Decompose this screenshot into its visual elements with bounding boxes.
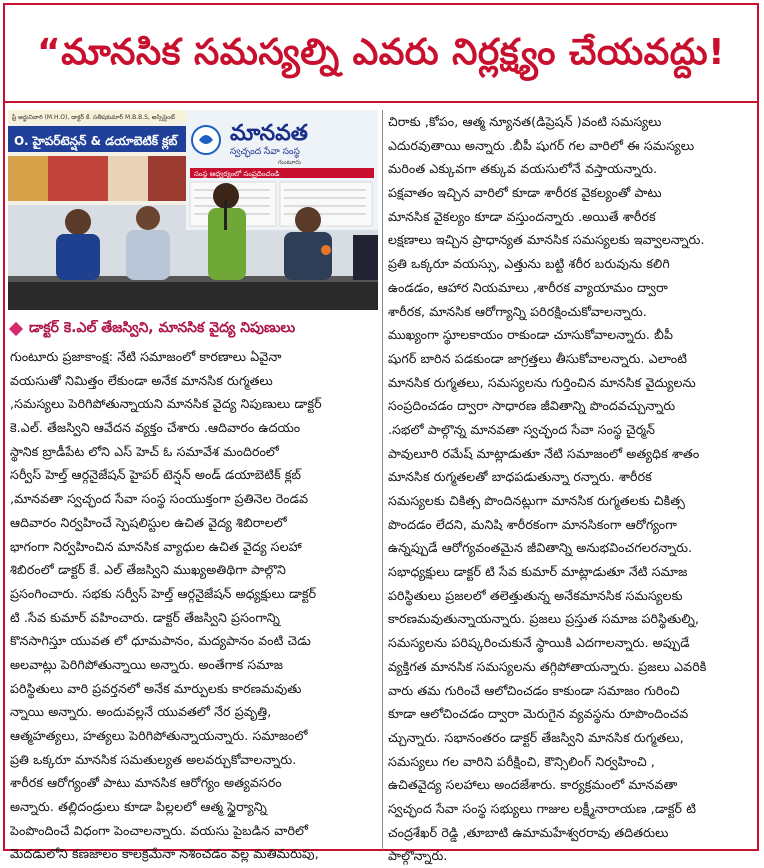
article-line: భాగంగా నిర్వహించిన మానసిక వ్యాధుల ఉచిత వైద్య సలహా [10, 538, 302, 554]
article-line: ఉచితవైద్య సలహాలు అందజేశారు. కార్యక్రమంలో మానవతా [388, 777, 678, 793]
article-line: మానసిక వైకల్యం కూడా వస్తుందన్నారు .అయితే శారీరక [388, 208, 656, 224]
banner-right-title: మానవత [230, 121, 308, 146]
article-line: వ్యక్తిగత మానసిక సమస్యలను తగ్గిపోతాయన్నారు. ప్రజలు ఎవరికి [388, 658, 707, 674]
banner-right-subtitle: స్వచ్ఛంద సేవా సంస్థ [230, 147, 300, 157]
article-line: లక్షణాలు ఇచ్చిన ప్రాధాన్యత మానసిక సమస్యలకు ఇవ్వాలన్నారు. [388, 232, 705, 248]
article-line: శారీరక, మానసిక ఆరోగ్యాన్ని పరిరక్షించుకోవాలన్నారు. [388, 303, 647, 319]
headline-text: “మానసిక సమస్యల్ని ఎవరు నిర్లక్ష్యం చేయవద్దు! [36, 32, 726, 73]
article-line: .సభలో పాల్గొన్న మానవతా స్వచ్ఛంద సేవా సంస్థ చైర్మన్ [388, 421, 656, 437]
article-line: మెదడులోని కణజాలం కాలక్రమేనా నశించడం వల్ల మతిమరుపు, [10, 846, 319, 862]
article-line: ఉన్నప్పుడే ఆరోగ్యవంతమైన జీవితాన్ని అనుభవించగలరన్నారు. [388, 540, 693, 556]
article-line: పావులూరి రమేష్ మాట్లాడుతూ నేటి సమాజంలో అత్యధిక శాతం [388, 445, 700, 461]
article-line: స్థానిక బ్రాడీపేట లోని ఎస్ హెచ్ ఓ సమావేశ మందిరంలో [10, 443, 279, 459]
article-line: షుగర్ బారిన పడకుండా జాగ్రత్తలు తీసుకోవాలన్నారు. ఎలాంటి [388, 350, 688, 366]
article-line: చంద్రశేఖర్ రెడ్డి ,తూబాటి ఉమామహేశ్వరరావు తదితరులు [388, 824, 669, 840]
article-line: మరింత ఎక్కువగా తక్కువ వయసులోనే వస్తాయన్నారు. [388, 161, 658, 177]
article-line: సమస్యలు గల వారిని పరీక్షించి, కౌన్సిలింగ్ నిర్వహించి , [388, 753, 655, 769]
article-line: వారు తమ గురించే ఆలోచించడం కాకుండా సమాజం గురించి [388, 682, 680, 698]
article-line: ,మానవతా స్వచ్ఛంద సేవా సంస్థ సంయుక్తంగా ప్రతినెల రెండవ [10, 491, 309, 507]
article-line: వయసుతో నిమిత్తం లేకుండా అనేక మానసిక రుగ్మతలు [10, 372, 273, 388]
article-line: న్నాయి అన్నారు. అందువల్లనే యువతలో నేర ప్రవృత్తి, [10, 704, 272, 720]
caption-text: డాక్టర్ కె.ఎల్ తేజస్విని, మానసిక వైద్య నిపుణులు [29, 319, 296, 336]
article-line: మానసిక రుగ్మతలతో బాధపడుతున్నా రన్నారు. శారీరక [388, 469, 652, 485]
article-line: ఆత్మహత్యలు, హత్యలు పెరిగిపోతున్నాయన్నారు. సమాజంలో [10, 728, 308, 743]
banner-right-line: సంస్థ ఆధ్వర్యంలో సంప్రదించండి [194, 170, 280, 178]
article-line: సంప్రదించడం ద్వారా సాధారణ జీవితాన్ని పొందవచ్చున్నారు [388, 398, 676, 414]
article-line: శిబిరంలో డాక్టర్ కే. ఎల్ తేజస్విని ముఖ్యఅతిథిగా పాల్గొని [10, 562, 286, 578]
article-line: సమస్యలను పరిష్కరించుకునే స్థాయికి ఎదగాలన్నారు. అప్పుడే [388, 635, 690, 651]
article-line: కూడా ఆలోచించడం ద్వారా మెరుగైన వ్యవస్థను రూపొందించవ [388, 706, 689, 722]
article-line: ప్రతి ఒక్కరూ మానసిక సమతుల్యత అలవర్చుకోవాలన్నారు. [10, 751, 297, 767]
article-line: పరిస్థితులు ప్రజలలో తలెత్తుతున్న అనేకమానసిక సమస్యలకు [388, 587, 683, 603]
photo-caption [8, 318, 380, 340]
article-line: కొనసాగిస్తూ యువత లో ధూమపానం, మద్యపానం వంటి చెడు [10, 633, 311, 649]
article-line: సర్వీస్ హెల్త్ ఆర్గనైజేషన్ హైపర్ టెన్షన్ అండ్ డయాబెటిక్ క్లబ్ [10, 467, 302, 483]
article-line: పక్షవాతం ఇచ్చిన వారిలో కూడా శారీరక వైకల్యంతో పాటు [388, 185, 662, 201]
headline [5, 5, 757, 103]
article-line: ప్రతి ఒక్కరూ వయస్సు, ఎత్తును బట్టి శరీర బరువును కలిగి [388, 256, 670, 272]
article-line: పరిస్థితులు వారి ప్రవర్తనలో అనేక మార్పులకు కారణమవుతు [10, 680, 302, 696]
article-line: చిరాకు ,కోపం, ఆత్మ న్యూనత(డిప్రెషన్ )వంటి సమస్యలు [388, 114, 662, 129]
flower-bullet-icon [9, 322, 23, 336]
article-line: అలవాట్లు పెరిగిపోతున్నాయి అన్నారు. అంతేగాక సమాజ [10, 656, 284, 672]
article-line: స్వచ్ఛంద సేవా సంస్థ సభ్యులు గాజుల లక్ష్మీనారాయణ ,డాక్టర్ టి [388, 800, 697, 816]
banner-left-line1: ఫ్రీ అర్జునివారి (M.H.O), డాక్టర్ కే. సతీషకుమార్ M.B.B.S, అస్సిస్టెంట్ [12, 114, 175, 121]
article-line: కె.ఎల్. తేజస్విని ఆవేదన వ్యక్తం చేశారు .ఆదివారం ఉదయం [10, 420, 301, 436]
article-line: ఎదురవుతాయి అన్నారు .బీపీ షుగర్ గల వారిలో ఈ సమస్యలు [388, 137, 695, 153]
article-line: గుంటూరు ప్రజాకాంక్ష: నేటి సమాజంలో కారణాలు ఏవైనా [10, 349, 282, 364]
article-line: సమస్యలకు చికిత్స పొందినట్లుగా మానసిక రుగ్మతలకు చికిత్స [388, 493, 686, 508]
article-line: అన్నారు. తల్లిదండ్రులు కూడా పిల్లలలో ఆత్మ స్థైర్యాన్ని [10, 799, 268, 815]
article-line: పెంపొందించే విధంగా పెంచాలన్నారు. వయసు పైబడిన వారిలో [10, 822, 309, 838]
article-line: చ్చున్నారు. సభానంతరం డాక్టర్ తేజస్విని మానసిక రుగ్మతలు, [388, 729, 684, 745]
event-photo-illustration [8, 110, 378, 310]
article-line: కారణమవుతున్నాయన్నారు. ప్రజలు ప్రస్తుత సమాజ పరిస్థితుల్ని, [388, 611, 700, 627]
article-line: ,సమస్యలు పెరిగిపోతున్నాయని మానసిక వైద్య నిపుణులు డాక్టర్ [10, 396, 322, 412]
article-body-left [10, 345, 378, 866]
article-line: మానసిక రుగ్మతలు, సమస్యలను గుర్తించిన మానసిక వైద్యులను [388, 374, 696, 390]
banner-left-line2: O. హైపర్‌టెన్షన్ & డయాబెటిక్ క్లబ్ [14, 134, 178, 148]
event-photo [8, 110, 378, 310]
banner-right-subtitle2: గుంటూరు [278, 159, 301, 166]
article-line: శారీరక ఆరోగ్యంతో పాటు మానసిక ఆరోగ్యం అత్యవసరం [10, 775, 282, 791]
article-line: పొందడం లేదని, మనిషి శారీరకంగా మానసికంగా ఆరోగ్యంగా [388, 516, 677, 532]
article-line: ముఖ్యంగా స్థూలకాయం రాకుండా చూసుకోవాలన్నారు. బీపీ [388, 327, 674, 343]
article-line: ప్రసంగించారు. సభకు సర్వీస్ హెల్త్ ఆర్గనైజేషన్ అధ్యక్షులు డాక్టర్ [10, 585, 317, 601]
article-line: పాల్గొన్నారు. [388, 848, 448, 864]
article-line: ఉండడం, ఆహార నియమాలు ,శారీరక వ్యాయామం ద్వారా [388, 279, 668, 295]
article-line: టి .సేవ కుమార్ వహించారు. డాక్టర్ తేజస్విని ప్రసంగాన్ని [10, 609, 280, 625]
article-line: సభాధ్యక్షులు డాక్టర్ టి సేవ కుమార్ మాట్లాడుతూ నేటి సమాజ [388, 564, 688, 580]
article-line: ఆదివారం నిర్వహించే స్పెషలిస్టుల ఉచిత వైద్య శిబిరాలలో [10, 514, 287, 530]
article-body-right [388, 110, 756, 868]
column-divider [382, 110, 383, 850]
